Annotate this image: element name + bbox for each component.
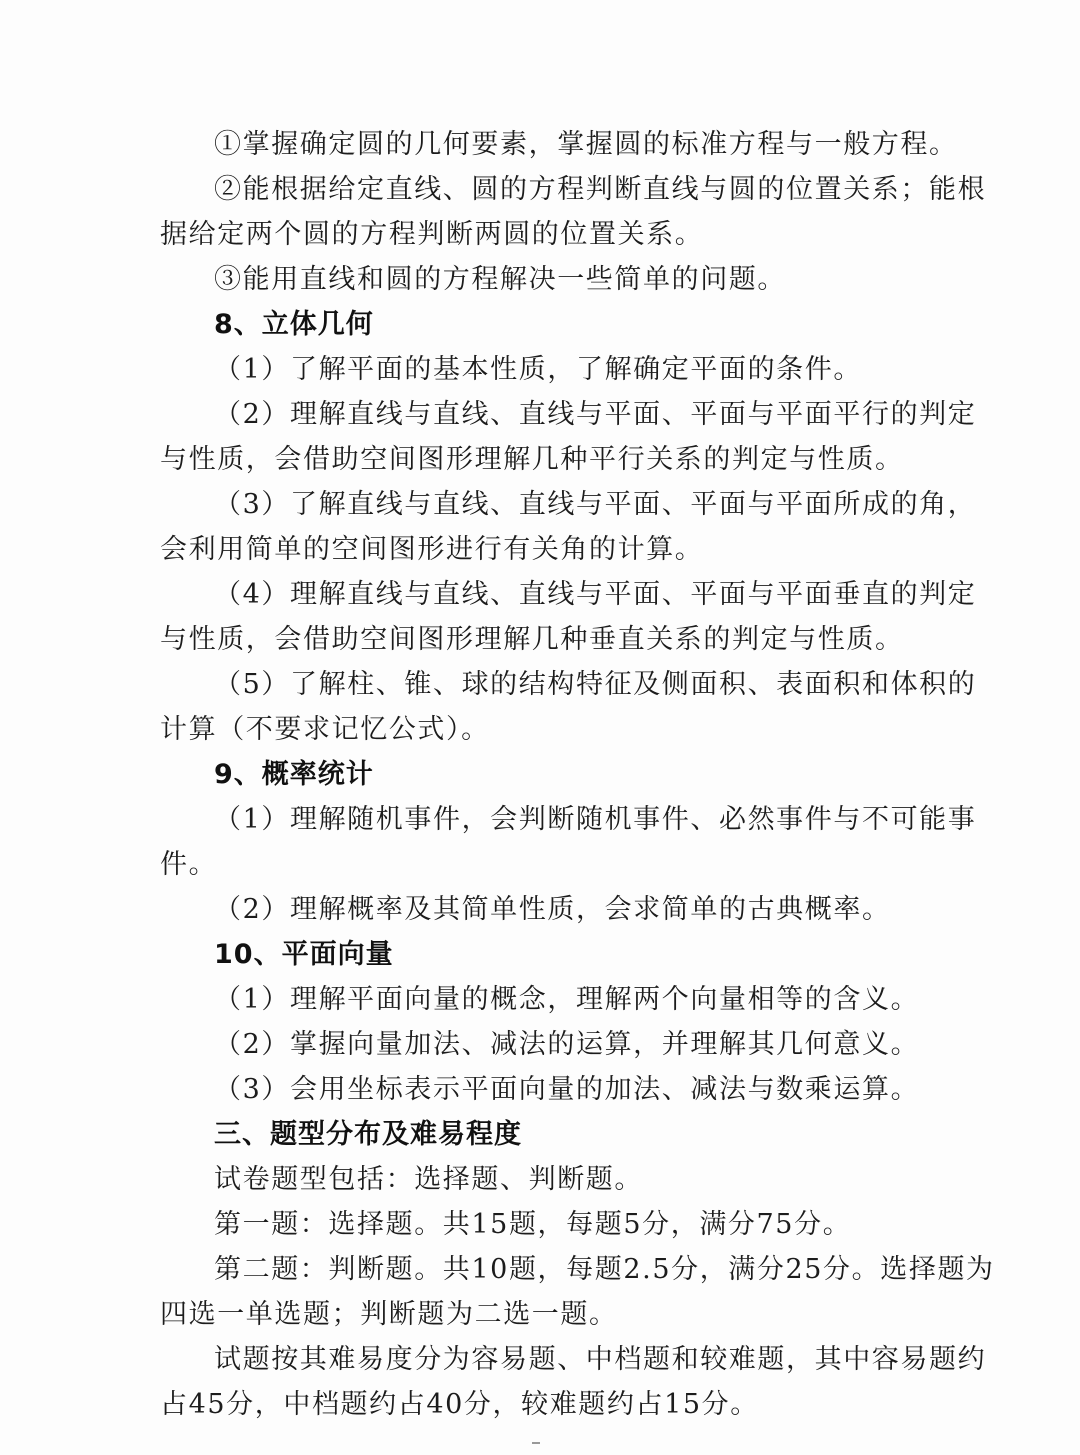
text-line: （3）了解直线与直线、直线与平面、平面与平面所成的角， (214, 489, 977, 520)
text-line: ②能根据给定直线、圆的方程判断直线与圆的位置关系；能根 (214, 174, 987, 205)
text-line: 占45分，中档题约占40分，较难题约占15分。 (160, 1389, 759, 1420)
text-line: 试卷题型包括：选择题、判断题。 (214, 1164, 643, 1195)
page-number-mark (532, 1442, 540, 1448)
text-line: （2）理解概率及其简单性质，会求简单的古典概率。 (214, 894, 891, 925)
text-line: 据给定两个圆的方程判断两圆的位置关系。 (160, 219, 704, 250)
text-line: （4）理解直线与直线、直线与平面、平面与平面垂直的判定 (214, 579, 977, 610)
text-line: ①掌握确定圆的几何要素，掌握圆的标准方程与一般方程。 (214, 129, 958, 160)
section-heading: 三、题型分布及难易程度 (214, 1119, 522, 1150)
text-line: 四选一单选题；判断题为二选一题。 (160, 1299, 618, 1330)
text-line: （3）会用坐标表示平面向量的加法、减法与数乘运算。 (214, 1074, 920, 1105)
text-line: 件。 (160, 849, 218, 880)
text-line: （1）了解平面的基本性质，了解确定平面的条件。 (214, 354, 862, 385)
text-line: （1）理解随机事件，会判断随机事件、必然事件与不可能事 (214, 804, 977, 835)
section-heading: 9、概率统计 (214, 759, 374, 790)
text-line: （5）了解柱、锥、球的结构特征及侧面积、表面积和体积的 (214, 669, 977, 700)
text-line: 与性质，会借助空间图形理解几种平行关系的判定与性质。 (160, 444, 904, 475)
text-line: （1）理解平面向量的概念，理解两个向量相等的含义。 (214, 984, 920, 1015)
text-line: 计算（不要求记忆公式）。 (160, 714, 490, 745)
text-line: 第二题：判断题。共10题，每题2.5分，满分25分。选择题为 (214, 1254, 995, 1285)
section-heading: 8、立体几何 (214, 309, 374, 340)
text-line: 会利用简单的空间图形进行有关角的计算。 (160, 534, 704, 565)
text-line: 试题按其难易度分为容易题、中档题和较难题，其中容易题约 (214, 1344, 987, 1375)
text-line: ③能用直线和圆的方程解决一些简单的问题。 (214, 264, 786, 295)
text-line: （2）理解直线与直线、直线与平面、平面与平面平行的判定 (214, 399, 977, 430)
section-heading: 10、平面向量 (214, 939, 394, 970)
text-line: 第一题：选择题。共15题，每题5分，满分75分。 (214, 1209, 852, 1240)
text-line: （2）掌握向量加法、减法的运算，并理解其几何意义。 (214, 1029, 920, 1060)
text-line: 与性质，会借助空间图形理解几种垂直关系的判定与性质。 (160, 624, 904, 655)
